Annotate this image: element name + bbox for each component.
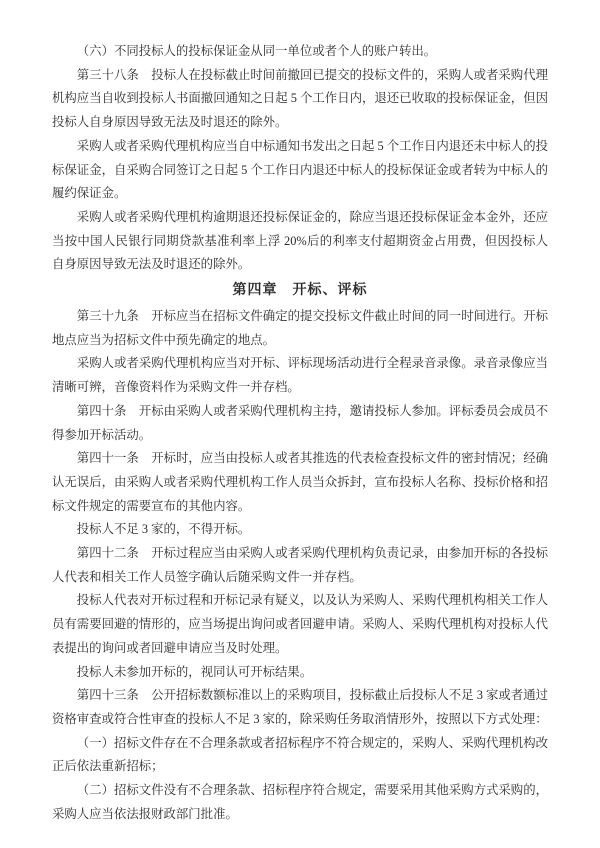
- paragraph: 第三十八条 投标人在投标截止时间前撤回已提交的投标文件的，采购人或者采购代理机构应当自收到投标人书面撤回通知之日起 5 个工作日内，退还已收取的投标保证金，但因投标人自身原因导致无法及时退还的除外。: [52, 67, 548, 130]
- document-body: [52, 40, 548, 827]
- paragraph: 第四十二条 开标过程应当由采购人或者采购代理机构负责记录，由参加开标的各投标人代表和相关工作人员签字确认后随采购文件一并存档。: [52, 546, 548, 584]
- chapter-heading: 第四章 开标、评标: [232, 283, 368, 299]
- paragraph: （六）不同投标人的投标保证金从同一单位或者个人的账户转出。: [76, 44, 437, 58]
- paragraph: 采购人或者采购代理机构逾期退还投标保证金的，除应当退还投标保证金本金外，还应当按中国人民银行同期贷款基准利率上浮 20%后的利率支付超期资金占用费，但因投标人自身原因导致无法及时退还的除外。: [52, 209, 548, 272]
- paragraph: 投标人未参加开标的，视同认可开标结果。: [76, 664, 313, 679]
- paragraph: 第四十一条 开标时，应当由投标人或者其推选的代表检查投标文件的密封情况；经确认无误后，由采购人或者采购代理机构工作人员当众拆封，宣布投标人名称、投标价格和招标文件规定的需要宣布的其他内容。: [52, 451, 548, 513]
- paragraph: 第四十条 开标由采购人或者采购代理机构主持，邀请投标人参加。评标委员会成员不得参加开标活动。: [52, 403, 548, 442]
- paragraph: 投标人不足 3 家的，不得开标。: [76, 522, 251, 537]
- paragraph: 第三十九条 开标应当在招标文件确定的提交投标文件截止时间的同一时间进行。开标地点应当为招标文件中预先确定的地点。: [52, 309, 548, 347]
- paragraph: 采购人或者采购代理机构应当自中标通知书发出之日起 5 个工作日内退还未中标人的投标保证金，自采购合同签订之日起 5 个工作日内退还中标人的投标保证金或者转为中标人的履约保证金。: [52, 138, 548, 201]
- paragraph: （一）招标文件存在不合理条款或者招标程序不符合规定的，采购人、采购代理机构改正后依法重新招标；: [52, 735, 548, 774]
- paragraph: 采购人或者采购代理机构应当对开标、评标现场活动进行全程录音录像。录音录像应当清晰可辨，音像资料作为采购文件一并存档。: [52, 356, 548, 395]
- paragraph: （二）招标文件没有不合理条款、招标程序符合规定，需要采用其他采购方式采购的，采购人应当依法报财政部门批准。: [52, 783, 548, 821]
- paragraph: 投标人代表对开标过程和开标记录有疑义，以及认为采购人、采购代理机构相关工作人员有需要回避的情形的，应当场提出询问或者回避申请。采购人、采购代理机构对投标人代表提出的询问或者回避申请应当及时处理。: [52, 593, 548, 655]
- paragraph: 第四十三条 公开招标数额标准以上的采购项目，投标截止后投标人不足 3 家或者通过资格审查或符合性审查的投标人不足 3 家的，除采购任务取消情形外，按照以下方式处理：: [52, 688, 548, 726]
